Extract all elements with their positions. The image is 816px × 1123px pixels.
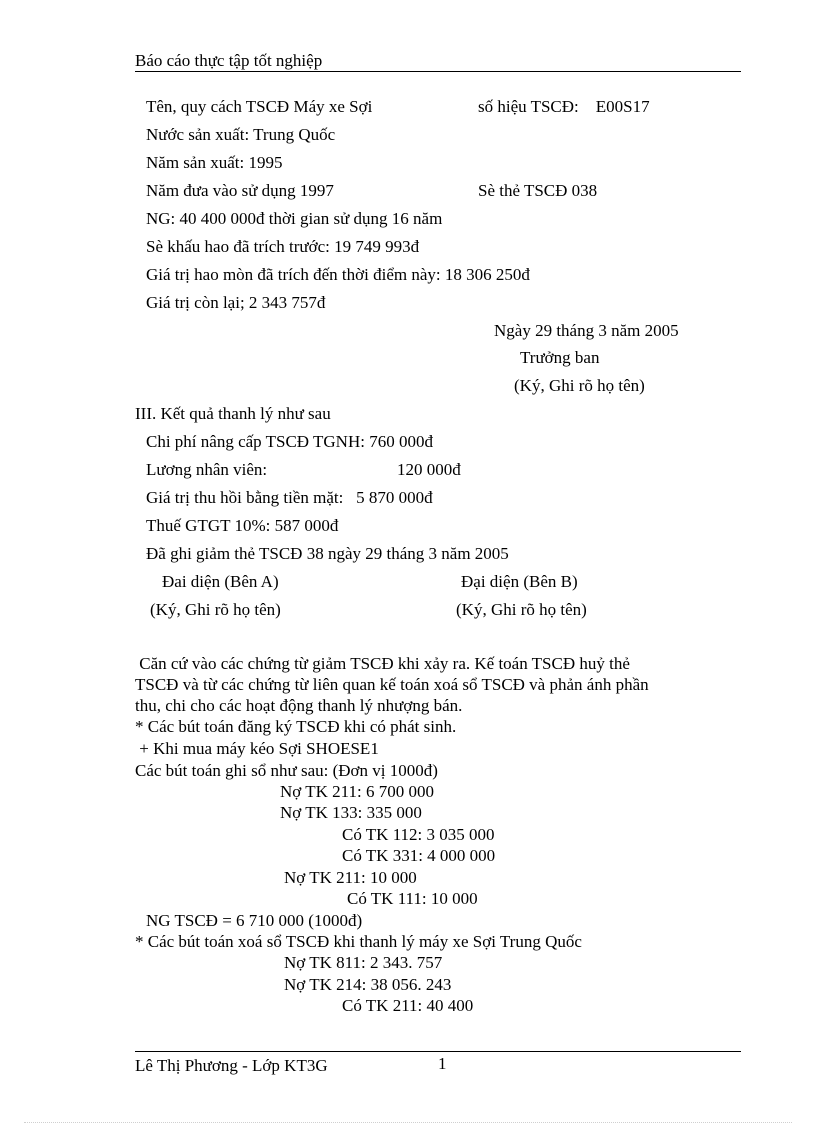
asset-year-used: Năm đưa vào sử dụng 1997 [146,181,334,200]
vat-value: Thuế GTGT 10%: 587 000đ [146,516,339,535]
footer-rule [135,1051,741,1052]
salary-value: 120 000đ [397,460,461,479]
asset-depreciation: Sè khấu hao đã trích trước: 19 749 993đ [146,237,420,256]
journal-entry: Có TK 331: 4 000 000 [342,846,496,865]
asset-card-no: Sè thẻ TSCĐ 038 [478,181,598,200]
writeoff-entry: Có TK 211: 40 400 [342,996,474,1015]
paragraph-line-3: thu, chi cho các hoạt động thanh lý nhượng bán. [135,696,463,715]
bullet-register: * Các bút toán đăng ký TSCĐ khi có phát sinh. [135,717,457,736]
journal-entry: Nợ TK 211: 6 700 000 [280,782,434,801]
salary-label: Lương nhân viên: [146,460,268,479]
asset-original-cost: NG: 40 400 000đ thời gian sử dụng 16 năm [146,209,443,228]
sign-b: (Ký, Ghi rõ họ tên) [456,600,587,619]
writeoff-entry: Nợ TK 811: 2 343. 757 [284,953,443,972]
entries-intro: Các bút toán ghi sổ như sau: (Đơn vị 1000đ) [135,761,438,780]
journal-entry: Nợ TK 133: 335 000 [280,803,422,822]
signoff-note: (Ký, Ghi rõ họ tên) [514,376,645,395]
plus-buy: + Khi mua máy kéo Sợi SHOESE1 [135,739,379,758]
asset-wear-value: Giá trị hao mòn đã trích đến thời điểm này: 18 306 250đ [146,265,530,284]
sign-a: (Ký, Ghi rõ họ tên) [150,600,281,619]
signoff-date: Ngày 29 tháng 3 năm 2005 [494,321,679,340]
header-rule [135,71,741,72]
party-a: Đai diện (Bên A) [162,572,279,591]
ng-total: NG TSCĐ = 6 710 000 (1000đ) [146,911,363,930]
header-title: Báo cáo thực tập tốt nghiệp [135,51,323,70]
bullet-writeoff: * Các bút toán xoá sổ TSCĐ khi thanh lý máy xe Sợi Trung Quốc [135,932,582,951]
page-number: 1 [438,1054,447,1073]
recorded-note: Đã ghi giảm thẻ TSCĐ 38 ngày 29 tháng 3 năm 2005 [146,544,509,563]
section-3-heading: III. Kết quả thanh lý như sau [135,404,331,423]
asset-code: số hiệu TSCĐ: E00S17 [478,97,650,116]
journal-entry: Nợ TK 211: 10 000 [284,868,417,887]
paragraph-line-2: TSCĐ và từ các chứng từ liên quan kế toán xoá sổ TSCĐ và phản ánh phần [135,675,649,694]
footer-author: Lê Thị Phương - Lớp KT3G [135,1056,328,1075]
asset-name-spec: Tên, quy cách TSCĐ Máy xe Sợi [146,97,373,116]
party-b: Đại diện (Bên B) [461,572,578,591]
journal-entry: Có TK 112: 3 035 000 [342,825,495,844]
asset-country: Nước sản xuất: Trung Quốc [146,125,336,144]
paragraph-line-1: Căn cứ vào các chứng từ giảm TSCĐ khi xảy ra. Kế toán TSCĐ huỷ thẻ [135,654,630,673]
upgrade-cost: Chi phí nâng cấp TSCĐ TGNH: 760 000đ [146,432,433,451]
signoff-role: Trưởng ban [520,348,600,367]
journal-entry: Có TK 111: 10 000 [347,889,478,908]
asset-year-made: Năm sản xuất: 1995 [146,153,283,172]
asset-remaining-value: Giá trị còn lại; 2 343 757đ [146,293,326,312]
recovered-value: Giá trị thu hồi bằng tiền mặt: 5 870 000đ [146,488,433,507]
writeoff-entry: Nợ TK 214: 38 056. 243 [284,975,452,994]
